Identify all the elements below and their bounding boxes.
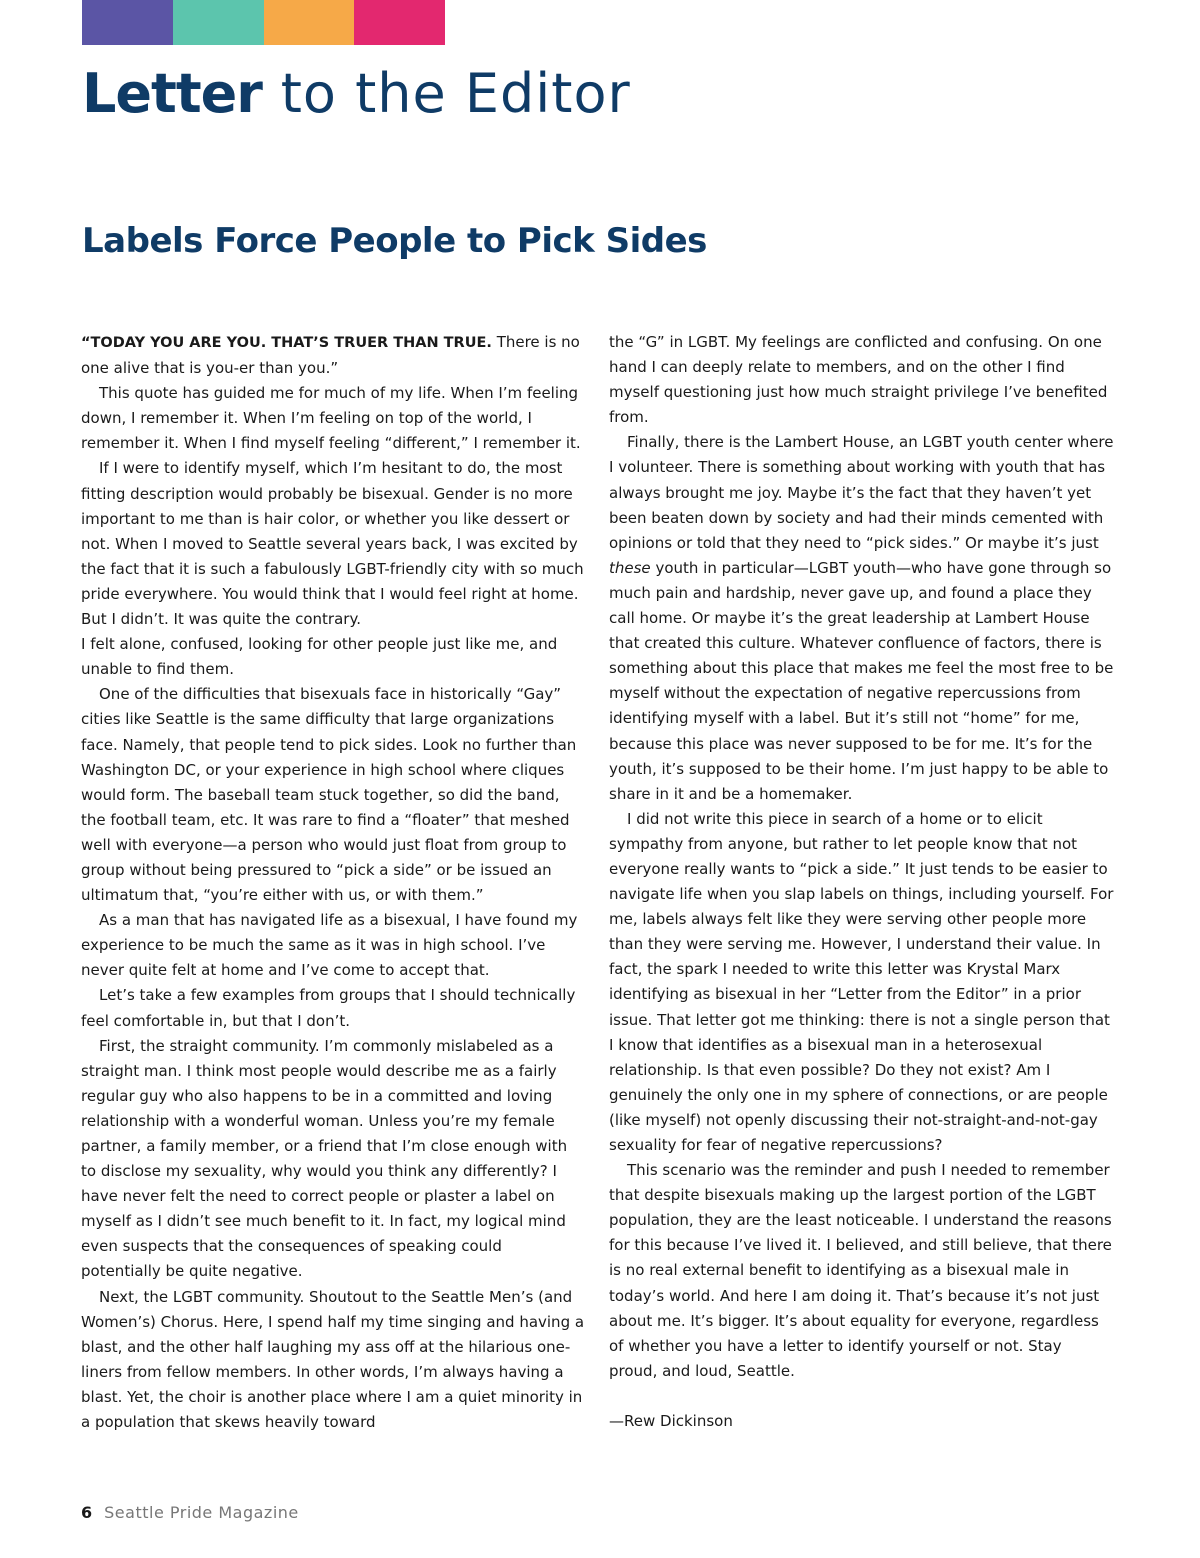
color-stripe-purple bbox=[82, 0, 173, 45]
article-paragraph-intro bbox=[81, 330, 586, 381]
publication-name: Seattle Pride Magazine bbox=[104, 1503, 299, 1522]
article-paragraph: Let’s take a few examples from groups that I should technically feel comfortable in, but that I don’t. bbox=[81, 986, 576, 1030]
article-paragraph: I did not write this piece in search of a home or to elicit sympathy from anyone, but rather to let people know that not everyone really wants to “pick a side.” It just tends to be easier to navigate life when you slap labels on things, including yourself. For me, labels always felt like they were serving other people more than they were serving me. However, I understand their value. In fact, the spark I needed to write this letter was Krystal Marx identifying as bisexual in her “Letter from the Editor” in a prior issue. That letter got me thinking: there is not a single person that I know that identifies as a bisexual man in a heterosexual relationship. Is that even possible? Do they not exist? Am I genuinely the only one in my sphere of connections, or are people (like myself) not openly discussing their not-straight-and-not-gay sexuality for fear of negative repercussions? bbox=[609, 809, 1114, 1154]
article-paragraph-continued: the “G” in LGBT. My feelings are conflicted and confusing. On one hand I can deeply relate to members, and on the other I find myself questioning just how much straight privilege I’ve benefited from. bbox=[609, 333, 1108, 427]
article-paragraph: This scenario was the reminder and push I needed to remember that despite bisexuals making up the largest portion of the LGBT population, they are the least noticeable. I understand the reasons for this because I’ve lived it. I believed, and still believe, that there is no real external benefit to identifying as a bisexual male in today’s world. And here I am doing it. That’s because it’s not just about me. It’s bigger. It’s about equality for everyone, regardless of whether you have a letter to identify yourself or not. Stay proud, and loud, Seattle. bbox=[609, 1161, 1112, 1380]
article-emphasis: these bbox=[609, 558, 651, 577]
article-column-left bbox=[81, 330, 586, 1435]
color-stripe-pink bbox=[354, 0, 445, 45]
section-title-light: to the Editor bbox=[280, 62, 631, 125]
author-byline: —Rew Dickinson bbox=[609, 1411, 733, 1430]
color-stripe-teal bbox=[173, 0, 264, 45]
color-stripe bbox=[82, 0, 445, 45]
section-title-bold: Letter bbox=[82, 62, 262, 125]
color-stripe-orange bbox=[264, 0, 355, 45]
page-footer bbox=[81, 1502, 299, 1524]
article-intro-text: There is no one alive that is you-er than you.” bbox=[81, 333, 580, 378]
article-paragraph: Next, the LGBT community. Shoutout to the Seattle Men’s (and Women’s) Chorus. Here, I spend half my time singing and having a blast, and the other half laughing my ass off at the hilarious one-liners from fellow members. In other words, I’m always having a blast. Yet, the choir is another place where I am a quiet minority in a population that skews heavily toward bbox=[81, 1287, 585, 1432]
article-lead-quote: “TODAY YOU ARE YOU. THAT’S TRUER THAN TRUE. bbox=[81, 335, 492, 351]
article-text: youth in particular—LGBT youth—who have gone through so much pain and hardship, never gave up, and found a place they call home. Or maybe it’s the great leadership at Lambert House that created this culture. Whatever confluence of factors, there is something about this place that makes me feel the most free to be myself without the expectation of negative repercussions from identifying myself with a label. But it’s still not “home” for me, because this place was never supposed to be for me. It’s for the youth, it’s supposed to be their home. I’m just happy to be able to share in it and be a homemaker. bbox=[609, 558, 1114, 803]
page-number: 6 bbox=[81, 1503, 93, 1522]
article-paragraph: As a man that has navigated life as a bisexual, I have found my experience to be much the same as it was in high school. I’ve never quite felt at home and I’ve come to accept that. bbox=[81, 911, 578, 980]
article-paragraph bbox=[609, 430, 1114, 806]
article-paragraph: This quote has guided me for much of my life. When I’m feeling down, I remember it. When I’m feeling on top of the world, I remember it. When I find myself feeling “different,” I remember it. bbox=[81, 384, 581, 453]
article-headline: Labels Force People to Pick Sides bbox=[82, 221, 707, 261]
article-text: Finally, there is the Lambert House, an LGBT youth center where I volunteer. There is something about working with youth that has always brought me joy. Maybe it’s the fact that they haven’t yet been beaten down by society and had their minds cemented with opinions or told that they need to “pick sides.” Or maybe it’s just bbox=[609, 433, 1114, 552]
article-paragraph-continued: I felt alone, confused, looking for other people just like me, and unable to find them. bbox=[81, 635, 558, 679]
article-paragraph: First, the straight community. I’m commonly mislabeled as a straight man. I think most people would describe me as a fairly regular guy who also happens to be in a committed and loving relationship with a wonderful woman. Unless you’re my female partner, a family member, or a friend that I’m close enough with to disclose my sexuality, why would you think any differently? I have never felt the need to correct people or plaster a label on myself as I didn’t see much benefit to it. In fact, my logical mind even suspects that the consequences of speaking could potentially be quite negative. bbox=[81, 1036, 568, 1281]
article-column-right bbox=[609, 330, 1114, 1434]
section-title bbox=[82, 62, 631, 126]
article-paragraph: One of the difficulties that bisexuals face in historically “Gay” cities like Seattle is the same difficulty that large organizations face. Namely, that people tend to pick sides. Look no further than Washington DC, or your experience in high school where cliques would form. The baseball team stuck together, so did the band, the football team, etc. It was rare to find a “floater” that meshed well with everyone—a person who would just float from group to group without being pressured to “pick a side” or be issued an ultimatum that, “you’re either with us, or with them.” bbox=[81, 685, 577, 905]
article-paragraph: If I were to identify myself, which I’m hesitant to do, the most fitting description would probably be bisexual. Gender is no more important to me than is hair color, or whether you like dessert or not. When I moved to Seattle several years back, I was excited by the fact that it is such a fabulously LGBT-friendly city with so much pride everywhere. You would think that I would feel right at home. But I didn’t. It was quite the contrary. bbox=[81, 459, 584, 629]
